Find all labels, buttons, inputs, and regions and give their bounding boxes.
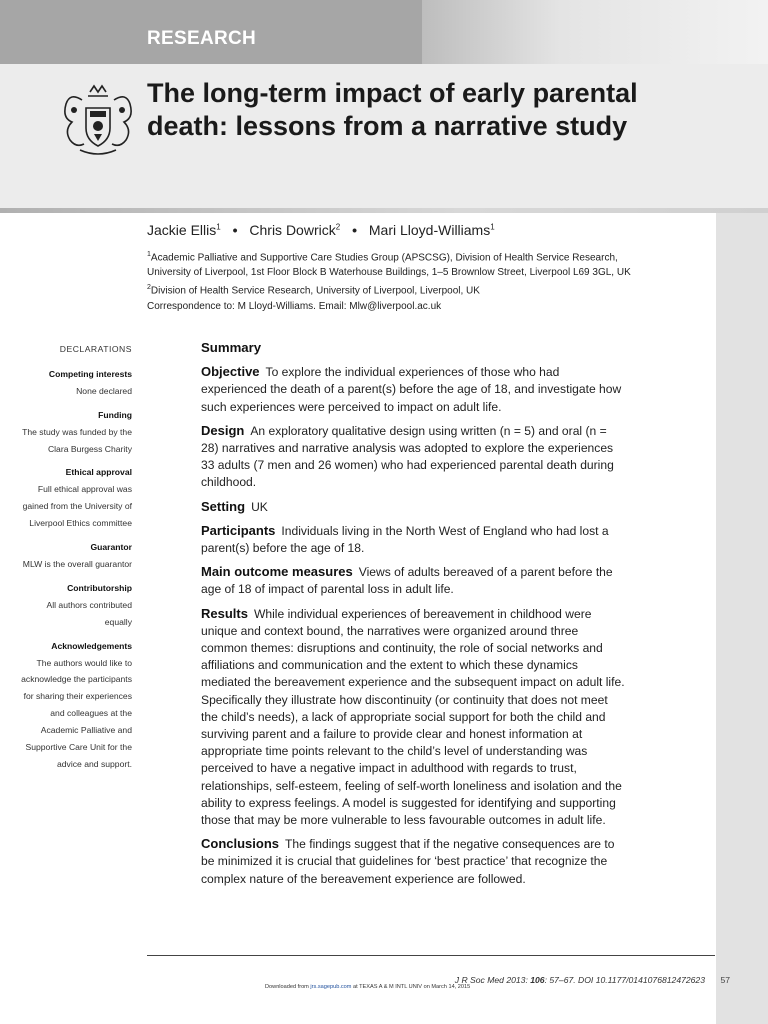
- journal-pages-doi: : 57–67. DOI 10.1177/0141076812472623: [544, 975, 705, 985]
- summary-label: Setting: [201, 498, 246, 514]
- section-label: RESEARCH: [147, 28, 257, 49]
- declaration-label: Competing interests: [48, 368, 132, 379]
- declaration-contributorship: [20, 580, 132, 631]
- summary-label: Design: [201, 422, 245, 438]
- summary-setting: [201, 498, 627, 516]
- summary-design: [201, 422, 627, 492]
- summary-label: Participants: [201, 522, 276, 538]
- summary-label: Results: [201, 605, 248, 621]
- affiliation-1-line-2: University of Liverpool, 1st Floor Block B Waterhouse Buildings, 1–5 Brownlow Street, Liverpool L69 3GL, UK: [147, 267, 631, 279]
- author-list: [147, 222, 495, 238]
- declarations-heading: DECLARATIONS: [59, 344, 132, 354]
- summary-outcome: [201, 563, 627, 598]
- summary-heading: Summary: [201, 340, 262, 355]
- summary-text: While individual experiences of bereavement in childhood were unique and context bound, the narratives were organized around three common themes: disruptions and continuity, the role of social networks and affiliations and communication and the extent to which these dynamics mediated the bereavement experience and the subsequent impact on adult life. Specifically they illustrate how discontinuity (or continuity that does not meet the child’s needs), a lack of appropriate social support for both the child and surviving parent and a failure to provide clear and honest information at appropriate time points relevant to the child’s level of understanding was perceived to have a negative impact in adulthood with regards to trust, relationships, self-esteem, feeling of self-worth loneliness and isolation and the ability to express feelings. A model is suggested for identifying and supporting those that may be more vulnerable to less favourable outcomes in adult life.: [201, 606, 625, 828]
- header-rule: [0, 208, 768, 213]
- declaration-label: Ethical approval: [65, 467, 132, 478]
- declaration-label: Acknowledgements: [51, 640, 132, 651]
- crest-icon: [60, 78, 136, 160]
- declaration-text: All authors contributed equally: [46, 599, 132, 627]
- summary-participants: [201, 522, 627, 557]
- header-banner-highlight: [422, 0, 768, 64]
- journal-name: J R Soc Med 2013:: [454, 975, 528, 985]
- declarations-column: [20, 341, 132, 780]
- author-name: Chris Dowrick: [249, 222, 336, 238]
- download-link[interactable]: jrs.sagepub.com: [310, 984, 352, 990]
- summary-section: [201, 339, 627, 894]
- affiliations: [147, 247, 707, 314]
- summary-text: UK: [251, 499, 268, 514]
- declaration-label: Contributorship: [67, 582, 132, 593]
- affiliation-text: Division of Health Service Research, University of Liverpool, Liverpool, UK: [150, 285, 480, 297]
- download-notice: [265, 984, 470, 990]
- affiliation-text: Academic Palliative and Supportive Care Studies Group (APSCSG), Division of Health Service Research,: [150, 252, 618, 264]
- summary-label: Conclusions: [201, 836, 280, 852]
- declaration-label: Guarantor: [90, 542, 132, 553]
- summary-results: [201, 605, 627, 830]
- summary-text: To explore the individual experiences of those who had experienced the death of a parent(s) before the age of 18, and investigate how such experiences were perceived to impact on adult life.: [201, 365, 622, 414]
- affiliation-mark: 2: [147, 284, 151, 292]
- affiliation-2: [147, 280, 707, 298]
- declaration-text: The authors would like to acknowledge the participants for sharing their experiences and colleagues at the Academic Palliative and Supportive Care Unit for the advice and support.: [21, 657, 132, 769]
- page-number: 57: [720, 975, 730, 985]
- author-affiliation-mark: 2: [335, 222, 341, 232]
- author-affiliation-mark: 1: [490, 222, 495, 232]
- summary-label: Objective: [201, 364, 260, 380]
- article-title: The long-term impact of early parental death: lessons from a narrative study: [147, 78, 638, 141]
- declaration-guarantor: [20, 539, 132, 573]
- margin-strip: [716, 213, 768, 1024]
- footer-rule: [147, 955, 715, 956]
- summary-objective: [201, 363, 627, 416]
- affiliation-1-line-1: [147, 247, 707, 265]
- summary-text: Views of adults bereaved of a parent before the age of 18 of impact of parental loss in adult life.: [201, 565, 613, 597]
- affiliation-mark: 1: [147, 251, 151, 258]
- declaration-label: Funding: [98, 409, 132, 420]
- download-prefix: Downloaded from: [265, 984, 309, 990]
- declaration-text: MLW is the overall guarantor: [22, 558, 132, 569]
- author-separator: •: [232, 222, 238, 238]
- declaration-text: The study was funded by the Clara Burgess Charity: [22, 426, 132, 454]
- author-name: Jackie Ellis: [147, 222, 217, 238]
- declaration-ethical: [20, 464, 132, 532]
- declaration-competing: [20, 366, 132, 400]
- summary-text: An exploratory qualitative design using written (n = 5) and oral (n = 28) narratives and narrative analysis was adopted to explore the experiences 33 adults (7 men and 26 women) who had experienced parental death during childhood.: [201, 423, 614, 490]
- declaration-text: Full ethical approval was gained from the University of Liverpool Ethics committee: [22, 484, 132, 529]
- author-name: Mari Lloyd-Williams: [368, 222, 491, 238]
- declaration-acknowledgements: [20, 638, 132, 773]
- summary-label: Main outcome measures: [201, 564, 353, 580]
- author-affiliation-mark: 1: [216, 222, 221, 232]
- author-separator: •: [352, 222, 357, 238]
- declaration-funding: [20, 407, 132, 458]
- summary-text: The findings suggest that if the negative consequences are to be minimized it is crucial that guidelines for ‘best practice’ that recognize the complex nature of the bereavement experience are followed.: [201, 837, 615, 886]
- declaration-text: None declared: [76, 385, 132, 396]
- journal-volume: 106: [530, 975, 545, 985]
- download-suffix: at TEXAS A & M INTL UNIV on March 14, 2015: [353, 984, 471, 990]
- summary-text: Individuals living in the North West of England who had lost a parent(s) before the age of 18.: [201, 523, 609, 556]
- correspondence: Correspondence to: M Lloyd-Williams. Email: Mlw@liverpool.ac.uk: [147, 300, 442, 312]
- summary-conclusions: [201, 835, 627, 888]
